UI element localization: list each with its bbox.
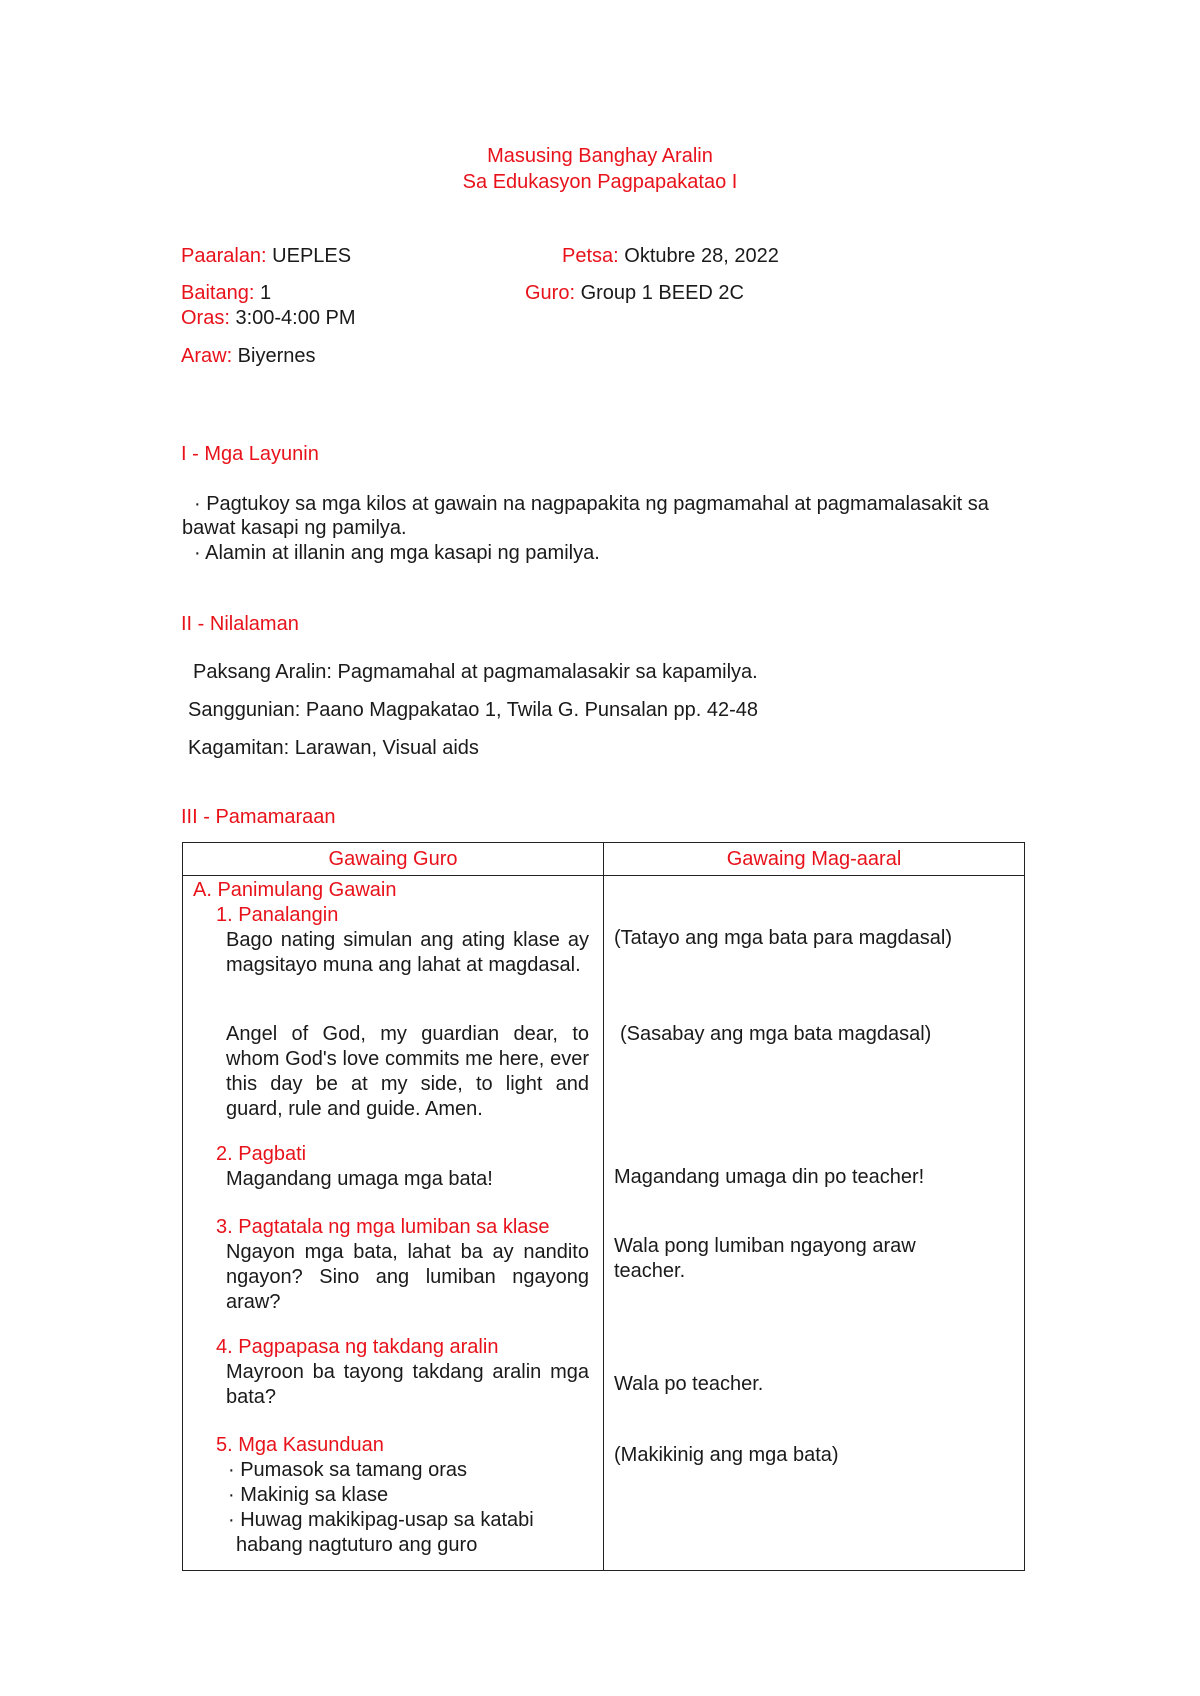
section-layunin-heading: I - Mga Layunin	[181, 443, 319, 465]
response-1: (Tatayo ang mga bata para magdasal)	[614, 927, 952, 949]
step1-text: Bago nating simulan ang ating klase ay magsitayo muna ang lahat at magdasal.	[226, 929, 589, 976]
baitang-value: 1	[254, 282, 272, 304]
response-6: (Makikinig ang mga bata)	[614, 1444, 839, 1466]
step3-text: Ngayon mga bata, lahat ba ay nandito ngayon? Sino ang lumiban ngayong araw?	[226, 1241, 589, 1313]
araw-label: Araw:	[181, 345, 233, 367]
info-oras	[181, 307, 356, 330]
document-title: Masusing Banghay Aralin	[487, 145, 713, 167]
rule-3	[228, 1508, 576, 1558]
table-header-row	[183, 843, 1025, 876]
section-a-title: A. Panimulang Gawain	[193, 879, 397, 901]
step4-title: 4. Pagpapasa ng takdang aralin	[216, 1336, 499, 1358]
petsa-label: Petsa:	[562, 245, 619, 267]
araw-value: Biyernes	[232, 345, 316, 367]
info-araw	[181, 345, 316, 368]
step5-title: 5. Mga Kasunduan	[216, 1434, 384, 1456]
nilalaman-kagamitan: Kagamitan: Larawan, Visual aids	[188, 737, 479, 759]
info-baitang	[181, 282, 271, 305]
rule-1	[228, 1458, 467, 1483]
info-guro	[525, 282, 744, 305]
baitang-label: Baitang:	[181, 282, 255, 304]
oras-label: Oras:	[181, 307, 230, 329]
paaralan-value: UEPLES	[266, 245, 352, 267]
response-4: Wala pong lumiban ngayong araw teacher.	[614, 1235, 916, 1282]
step2-title: 2. Pagbati	[216, 1143, 307, 1165]
rule-3-text: · Huwag makikipag-usap sa katabi habang nagtuturo ang guro	[228, 1509, 534, 1556]
col-header-magaaral: Gawaing Mag-aaral	[604, 843, 1025, 876]
paaralan-label: Paaralan:	[181, 245, 267, 267]
magaaral-cell	[604, 876, 1025, 1571]
step2-text: Magandang umaga mga bata!	[226, 1168, 493, 1190]
oras-value: 3:00-4:00 PM	[229, 307, 356, 329]
response-2: (Sasabay ang mga bata magdasal)	[620, 1023, 932, 1045]
info-paaralan	[181, 245, 351, 268]
pamamaraan-table	[182, 842, 1025, 1571]
guro-value: Group 1 BEED 2C	[575, 282, 744, 304]
section-pamamaraan-heading: III - Pamamaraan	[181, 806, 336, 828]
document-subtitle: Sa Edukasyon Pagpapakatao I	[462, 171, 738, 193]
layunin-item-1-text: · Pagtukoy sa mga kilos at gawain na nagpapakita ng pagmamahal at pagmamalasakit sa bawat kasapi ng pamilya.	[182, 493, 989, 539]
response-3: Magandang umaga din po teacher!	[614, 1166, 925, 1188]
table-row	[183, 876, 1025, 1571]
col-header-guro: Gawaing Guro	[183, 843, 604, 876]
section-nilalaman-heading: II - Nilalaman	[181, 613, 299, 635]
guro-cell	[183, 876, 604, 1571]
step3-title: 3. Pagtatala ng mga lumiban sa klase	[216, 1216, 550, 1238]
rule-2-text: · Makinig sa klase	[228, 1484, 388, 1506]
layunin-item-2	[194, 541, 1044, 565]
layunin-item-1	[182, 492, 1032, 540]
guro-label: Guro:	[525, 282, 576, 304]
step1-title: 1. Panalangin	[216, 904, 339, 926]
info-petsa	[562, 245, 779, 268]
nilalaman-paksa: Paksang Aralin: Pagmamahal at pagmamalasakir sa kapamilya.	[193, 661, 758, 683]
nilalaman-sanggunian: Sanggunian: Paano Magpakatao 1, Twila G. Punsalan pp. 42-48	[188, 699, 759, 721]
rule-2	[228, 1483, 388, 1508]
response-5: Wala po teacher.	[614, 1373, 764, 1395]
petsa-value: Oktubre 28, 2022	[618, 245, 779, 267]
layunin-item-2-text: · Alamin at illanin ang mga kasapi ng pamilya.	[194, 542, 600, 564]
prayer-text: Angel of God, my guardian dear, to whom God's love commits me here, ever this day be at my side, to light and guard, rule and guide. Amen.	[226, 1023, 589, 1120]
step4-text: Mayroon ba tayong takdang aralin mga bata?	[226, 1361, 589, 1408]
rule-1-text: · Pumasok sa tamang oras	[228, 1459, 467, 1481]
